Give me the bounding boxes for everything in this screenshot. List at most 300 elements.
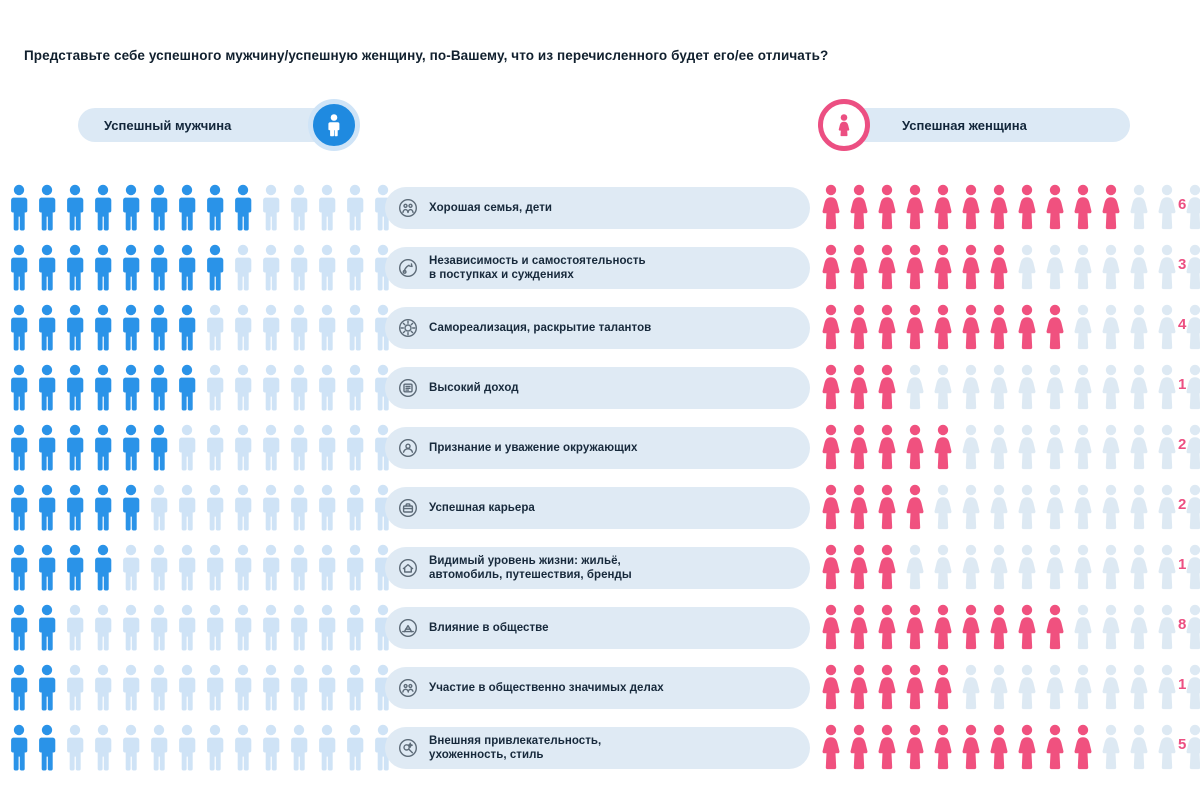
female-figure-icon (1154, 663, 1180, 711)
male-figure-icon (34, 303, 60, 351)
female-figure-icon (1070, 243, 1096, 291)
male-figure-icon (174, 483, 200, 531)
category-label-pill (385, 187, 810, 229)
female-figure-icon (1098, 603, 1124, 651)
female-figure-icon (986, 303, 1012, 351)
male-figure-icon (314, 243, 340, 291)
male-figure-icon (146, 483, 172, 531)
male-figure-icon (314, 423, 340, 471)
male-figure-icon (202, 303, 228, 351)
female-badge (818, 99, 870, 151)
female-figure-icon (874, 483, 900, 531)
female-figure-icon (818, 303, 844, 351)
male-figure-icon (202, 663, 228, 711)
male-figure-icon (90, 723, 116, 771)
male-figure-icon (314, 723, 340, 771)
female-figure-icon (1098, 363, 1124, 411)
male-icon-group (6, 423, 396, 471)
female-figure-icon (1154, 543, 1180, 591)
female-figure-icon (986, 363, 1012, 411)
male-figure-icon (6, 663, 32, 711)
female-value-text: 4 (1178, 316, 1187, 333)
female-figure-icon (846, 243, 872, 291)
female-icon-group (818, 483, 1200, 531)
male-figure-icon (34, 363, 60, 411)
female-figure-icon (930, 543, 956, 591)
female-figure-icon (831, 112, 857, 138)
male-figure-icon (174, 423, 200, 471)
male-figure-icon (90, 303, 116, 351)
male-figure-icon (62, 243, 88, 291)
female-value-clipped (1178, 658, 1200, 718)
female-figure-icon (1070, 723, 1096, 771)
male-figure-icon (286, 663, 312, 711)
female-figure-icon (930, 603, 956, 651)
male-figure-icon (202, 483, 228, 531)
male-figure-icon (90, 423, 116, 471)
category-label-pill (385, 487, 810, 529)
female-figure-icon (1014, 543, 1040, 591)
male-figure-icon (62, 423, 88, 471)
male-figure-icon (314, 543, 340, 591)
male-figure-icon (258, 603, 284, 651)
male-figure-icon (202, 423, 228, 471)
female-figure-icon (930, 423, 956, 471)
male-figure-icon (90, 603, 116, 651)
female-figure-icon (1098, 723, 1124, 771)
male-figure-icon (314, 603, 340, 651)
female-figure-icon (1070, 423, 1096, 471)
female-figure-icon (846, 303, 872, 351)
female-value-text: 1 (1178, 556, 1187, 573)
female-figure-icon (930, 363, 956, 411)
male-figure-icon (62, 543, 88, 591)
pictogram-row (0, 418, 1200, 478)
female-figure-icon (1154, 483, 1180, 531)
male-figure-icon (6, 423, 32, 471)
female-figure-icon (818, 603, 844, 651)
female-figure-icon (1126, 663, 1152, 711)
category-label-text: Успешная карьера (429, 501, 535, 514)
female-figure-icon (874, 183, 900, 231)
female-figure-icon (958, 303, 984, 351)
male-figure-icon (90, 243, 116, 291)
pictogram-rows (0, 178, 1200, 778)
female-figure-icon (1098, 423, 1124, 471)
male-figure-icon (34, 723, 60, 771)
female-figure-icon (1042, 423, 1068, 471)
female-icon-group (818, 723, 1200, 771)
female-figure-icon (1070, 483, 1096, 531)
female-figure-icon (1126, 363, 1152, 411)
female-figure-icon (1126, 723, 1152, 771)
female-figure-icon (1014, 363, 1040, 411)
female-figure-icon (874, 723, 900, 771)
female-figure-icon (874, 303, 900, 351)
male-icon-group (6, 363, 396, 411)
female-value-clipped (1178, 418, 1200, 478)
male-figure-icon (62, 303, 88, 351)
female-figure-icon (902, 243, 928, 291)
male-figure-icon (90, 543, 116, 591)
male-figure-icon (286, 423, 312, 471)
female-figure-icon (958, 543, 984, 591)
female-figure-icon (1070, 303, 1096, 351)
female-value-clipped (1178, 238, 1200, 298)
female-figure-icon (818, 723, 844, 771)
male-figure-icon (174, 303, 200, 351)
lifestyle-icon (397, 557, 419, 579)
female-figure-icon (1098, 303, 1124, 351)
male-figure-icon (62, 183, 88, 231)
male-figure-icon (230, 303, 256, 351)
category-label-text: Независимость и самостоятельность в поступках и суждениях (429, 254, 646, 281)
male-figure-icon (6, 363, 32, 411)
female-figure-icon (1014, 483, 1040, 531)
male-figure-icon (62, 483, 88, 531)
male-figure-icon (146, 603, 172, 651)
male-figure-icon (342, 663, 368, 711)
female-figure-icon (1014, 243, 1040, 291)
female-figure-icon (1042, 543, 1068, 591)
male-figure-icon (34, 483, 60, 531)
male-badge (308, 99, 360, 151)
male-figure-icon (342, 723, 368, 771)
male-figure-icon (62, 723, 88, 771)
female-figure-icon (1042, 483, 1068, 531)
female-figure-icon (1126, 303, 1152, 351)
male-figure-icon (90, 183, 116, 231)
male-icon-group (6, 303, 396, 351)
female-value-text: 6 (1178, 196, 1187, 213)
category-label-text: Влияние в обществе (429, 621, 549, 634)
male-figure-icon (314, 363, 340, 411)
female-figure-icon (902, 663, 928, 711)
male-figure-icon (34, 663, 60, 711)
female-figure-icon (958, 243, 984, 291)
male-icon-group (6, 723, 396, 771)
female-figure-icon (1126, 243, 1152, 291)
female-figure-icon (874, 243, 900, 291)
legend-pill-female (840, 108, 1130, 142)
male-figure-icon (146, 183, 172, 231)
male-figure-icon (118, 723, 144, 771)
male-figure-icon (6, 603, 32, 651)
female-icon-group (818, 543, 1200, 591)
female-figure-icon (818, 663, 844, 711)
male-figure-icon (342, 483, 368, 531)
female-figure-icon (902, 183, 928, 231)
female-figure-icon (902, 543, 928, 591)
male-figure-icon (146, 723, 172, 771)
female-figure-icon (902, 483, 928, 531)
male-figure-icon (202, 363, 228, 411)
female-figure-icon (958, 723, 984, 771)
male-figure-icon (174, 663, 200, 711)
male-figure-icon (230, 363, 256, 411)
male-figure-icon (146, 243, 172, 291)
male-figure-icon (118, 243, 144, 291)
male-figure-icon (118, 303, 144, 351)
female-figure-icon (846, 663, 872, 711)
category-label-pill (385, 607, 810, 649)
category-label-text: Высокий доход (429, 381, 519, 394)
male-figure-icon (62, 663, 88, 711)
female-icon-group (818, 363, 1200, 411)
female-figure-icon (1042, 723, 1068, 771)
male-figure-icon (342, 363, 368, 411)
male-figure-icon (314, 483, 340, 531)
male-figure-icon (286, 303, 312, 351)
female-figure-icon (1014, 603, 1040, 651)
female-figure-icon (1042, 303, 1068, 351)
female-figure-icon (902, 723, 928, 771)
female-figure-icon (846, 483, 872, 531)
independence-icon (397, 257, 419, 279)
female-figure-icon (1126, 423, 1152, 471)
female-figure-icon (986, 543, 1012, 591)
male-figure-icon (342, 183, 368, 231)
male-icon-group (6, 663, 396, 711)
female-figure-icon (1042, 363, 1068, 411)
female-figure-icon (930, 303, 956, 351)
male-figure-icon (258, 363, 284, 411)
male-figure-icon (202, 603, 228, 651)
female-figure-icon (1070, 543, 1096, 591)
female-figure-icon (1154, 723, 1180, 771)
female-figure-icon (958, 423, 984, 471)
male-icon-group (6, 543, 396, 591)
male-figure-icon (34, 423, 60, 471)
female-figure-icon (1042, 183, 1068, 231)
female-figure-icon (1126, 603, 1152, 651)
male-figure-icon (174, 603, 200, 651)
male-icon-group (6, 183, 396, 231)
category-label-pill (385, 667, 810, 709)
male-figure-icon (286, 483, 312, 531)
female-figure-icon (1070, 363, 1096, 411)
female-figure-icon (1098, 543, 1124, 591)
female-figure-icon (1014, 723, 1040, 771)
career-icon (397, 497, 419, 519)
male-figure-icon (146, 663, 172, 711)
male-figure-icon (174, 243, 200, 291)
male-figure-icon (258, 543, 284, 591)
male-icon-group (6, 603, 396, 651)
male-figure-icon (202, 243, 228, 291)
male-figure-icon (34, 243, 60, 291)
female-figure-icon (930, 243, 956, 291)
female-figure-icon (1070, 603, 1096, 651)
male-figure-icon (118, 483, 144, 531)
female-value-text: 5 (1178, 736, 1187, 753)
female-figure-icon (930, 723, 956, 771)
female-figure-icon (986, 483, 1012, 531)
male-figure-icon (118, 183, 144, 231)
male-icon-group (6, 483, 396, 531)
female-figure-icon (1154, 363, 1180, 411)
female-figure-icon (1014, 423, 1040, 471)
female-figure-icon (1098, 483, 1124, 531)
female-figure-icon (1154, 303, 1180, 351)
male-figure-icon (6, 483, 32, 531)
male-figure-icon (230, 723, 256, 771)
female-figure-icon (874, 363, 900, 411)
male-figure-icon (6, 303, 32, 351)
category-label-pill (385, 427, 810, 469)
category-label-pill (385, 547, 810, 589)
male-figure-icon (258, 723, 284, 771)
female-figure-icon (986, 243, 1012, 291)
female-figure-icon (958, 603, 984, 651)
male-figure-icon (34, 183, 60, 231)
male-figure-icon (258, 183, 284, 231)
female-figure-icon (846, 363, 872, 411)
society-icon (397, 677, 419, 699)
female-figure-icon (1154, 243, 1180, 291)
male-figure-icon (146, 363, 172, 411)
category-label-pill (385, 727, 810, 769)
male-figure-icon (286, 243, 312, 291)
female-figure-icon (958, 363, 984, 411)
category-label-pill (385, 367, 810, 409)
female-figure-icon (1154, 183, 1180, 231)
female-figure-icon (874, 663, 900, 711)
male-figure-icon (34, 543, 60, 591)
male-figure-icon (230, 603, 256, 651)
female-figure-icon (818, 363, 844, 411)
male-figure-icon (230, 423, 256, 471)
female-value-clipped (1178, 298, 1200, 358)
male-figure-icon (202, 543, 228, 591)
male-figure-icon (6, 243, 32, 291)
legend-label-female: Успешная женщина (902, 117, 1027, 133)
female-figure-icon (958, 483, 984, 531)
male-figure-icon (286, 363, 312, 411)
female-figure-icon (1154, 603, 1180, 651)
female-value-clipped (1178, 538, 1200, 598)
female-value-clipped (1178, 598, 1200, 658)
male-figure-icon (174, 363, 200, 411)
female-figure-icon (818, 423, 844, 471)
male-figure-icon (146, 423, 172, 471)
legend-label-male: Успешный мужчина (104, 117, 232, 133)
male-figure-icon (230, 543, 256, 591)
male-figure-icon (230, 183, 256, 231)
female-figure-icon (1014, 303, 1040, 351)
male-figure-icon (90, 483, 116, 531)
category-label-text: Видимый уровень жизни: жильё, автомобиль, путешествия, бренды (429, 554, 632, 581)
male-figure-icon (314, 303, 340, 351)
category-label-pill (385, 307, 810, 349)
category-label-text: Признание и уважение окружающих (429, 441, 638, 454)
male-figure-icon (286, 723, 312, 771)
female-icon-group (818, 243, 1200, 291)
male-figure-icon (118, 603, 144, 651)
female-icon-group (818, 183, 1200, 231)
male-figure-icon (34, 603, 60, 651)
female-icon-group (818, 663, 1200, 711)
female-figure-icon (1098, 663, 1124, 711)
male-figure-icon (258, 423, 284, 471)
female-figure-icon (1042, 603, 1068, 651)
female-value-text: 3 (1178, 256, 1187, 273)
income-icon (397, 377, 419, 399)
male-figure-icon (118, 663, 144, 711)
female-value-text: 1 (1178, 676, 1187, 693)
female-figure-icon (874, 423, 900, 471)
male-figure-icon (62, 363, 88, 411)
male-figure-icon (314, 183, 340, 231)
female-icon-group (818, 303, 1200, 351)
female-figure-icon (930, 183, 956, 231)
female-icon-group (818, 603, 1200, 651)
female-figure-icon (930, 663, 956, 711)
pictogram-row (0, 238, 1200, 298)
pictogram-row (0, 538, 1200, 598)
category-label-text: Хорошая семья, дети (429, 201, 552, 214)
male-figure-icon (174, 183, 200, 231)
female-figure-icon (1154, 423, 1180, 471)
male-figure-icon (314, 663, 340, 711)
male-figure-icon (6, 543, 32, 591)
page-title: Представьте себе успешного мужчину/успешную женщину, по-Вашему, что из перечисленного будет его/ее отличать? (24, 48, 829, 63)
male-figure-icon (146, 543, 172, 591)
male-figure-icon (286, 183, 312, 231)
female-value-text: 8 (1178, 616, 1187, 633)
male-figure-icon (146, 303, 172, 351)
male-figure-icon (90, 363, 116, 411)
female-figure-icon (818, 543, 844, 591)
pictogram-row (0, 178, 1200, 238)
male-figure-icon (258, 483, 284, 531)
male-figure-icon (6, 183, 32, 231)
female-figure-icon (818, 483, 844, 531)
female-value-clipped (1178, 478, 1200, 538)
male-figure-icon (62, 603, 88, 651)
female-figure-icon (958, 183, 984, 231)
male-figure-icon (342, 543, 368, 591)
male-figure-icon (174, 723, 200, 771)
male-figure-icon (118, 363, 144, 411)
male-figure-icon (342, 603, 368, 651)
male-figure-icon (202, 183, 228, 231)
male-figure-icon (90, 663, 116, 711)
female-figure-icon (1042, 243, 1068, 291)
family-icon (397, 197, 419, 219)
female-value-text: 2 (1178, 436, 1187, 453)
female-figure-icon (1126, 483, 1152, 531)
male-figure-icon (342, 243, 368, 291)
male-figure-icon (286, 543, 312, 591)
pictogram-row (0, 658, 1200, 718)
female-figure-icon (1014, 663, 1040, 711)
selfrealization-icon (397, 317, 419, 339)
female-value-clipped (1178, 358, 1200, 418)
male-figure-icon (321, 112, 347, 138)
male-figure-icon (230, 663, 256, 711)
male-figure-icon (258, 303, 284, 351)
female-figure-icon (986, 723, 1012, 771)
female-figure-icon (874, 603, 900, 651)
male-figure-icon (202, 723, 228, 771)
female-icon-group (818, 423, 1200, 471)
female-figure-icon (846, 183, 872, 231)
female-value-clipped (1178, 718, 1200, 778)
female-figure-icon (902, 603, 928, 651)
male-figure-icon (174, 543, 200, 591)
category-label-text: Участие в общественно значимых делах (429, 681, 664, 694)
